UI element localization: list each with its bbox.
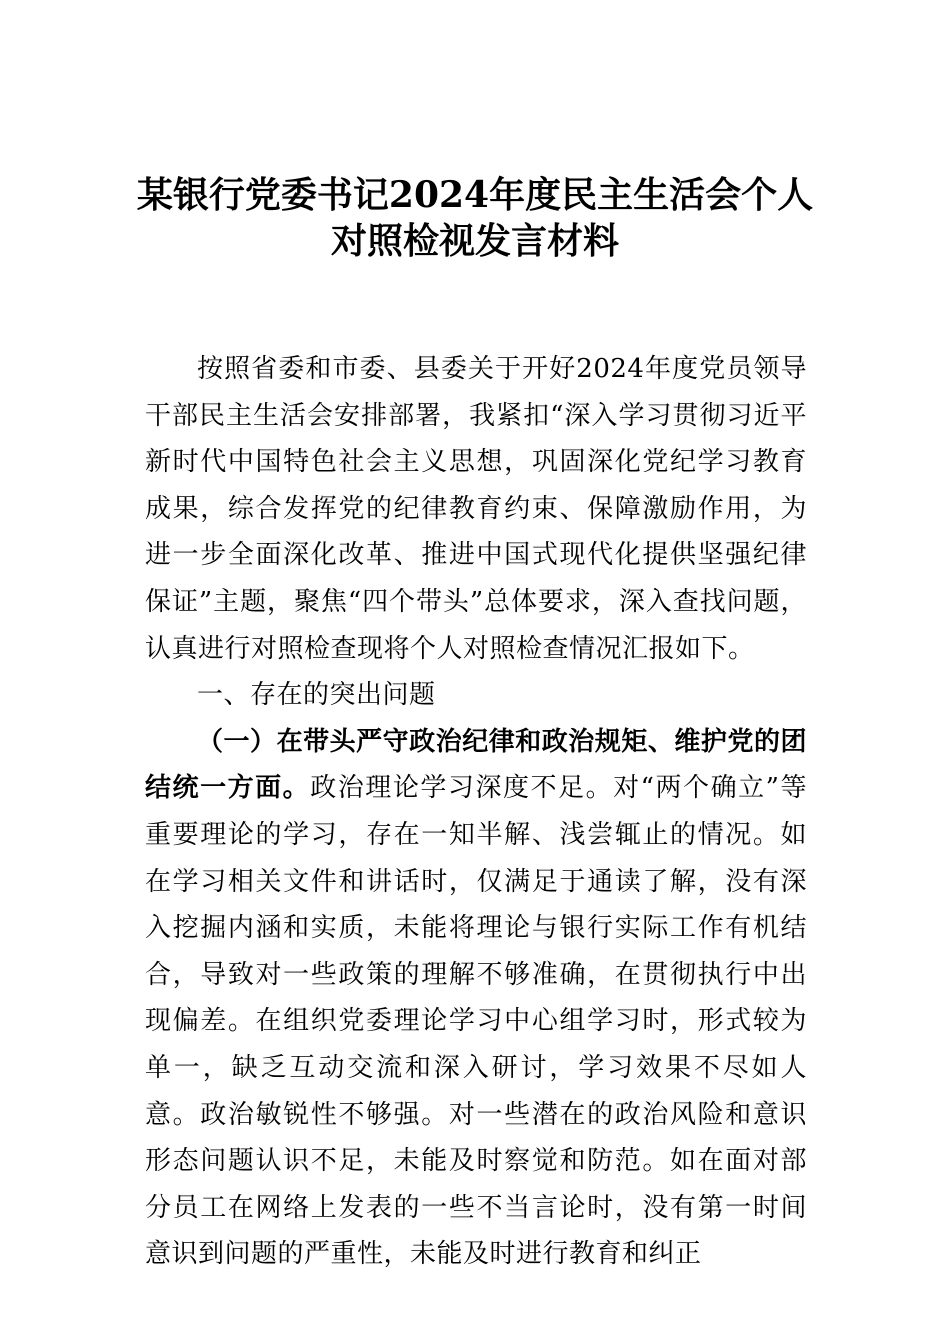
subsection-heading-1: （一）在带头严守政治纪律和政治规矩、维护党的团结统一方面。 [145,726,807,804]
section-heading-1: 一、存在的突出问题 [197,680,436,711]
subsection-paragraph-1 [145,719,807,1278]
document-title-line-2: 对照检视发言材料 [330,220,619,262]
intro-paragraph: 按照省委和市委、县委关于开好2024年度党员领导干部民主生活会安排部署，我紧扣“深入学习贯彻习近平新时代中国特色社会主义思想，巩固深化党纪学习教育成果，综合发挥党的纪律教育约束、保障激励作用，为进一步全面深化改革、推进中国式现代化提供坚强纪律保证”主题，聚焦“四个带头”总体要求，深入查找问题，认真进行对照检查现将个人对照检查情况汇报如下。 [145,354,807,664]
document-title-line-1: 某银行党委书记2024年度民主生活会个人 [136,174,814,216]
document-body [145,346,807,1278]
subsection-body-1: 政治理论学习深度不足。对“两个确立”等重要理论的学习，存在一知半解、浅尝辄止的情况。如在学习相关文件和讲话时，仅满足于通读了解，没有深入挖掘内涵和实质，未能将理论与银行实际工作有机结合，导致对一些政策的理解不够准确，在贯彻执行中出现偏差。在组织党委理论学习中心组学习时，形式较为单一，缺乏互动交流和深入研讨，学习效果不尽如人意。政治敏锐性不够强。对一些潜在的政治风险和意识形态问题认识不足，未能及时察觉和防范。如在面对部分员工在网络上发表的一些不当言论时，没有第一时间意识到问题的严重性，未能及时进行教育和纠正 [145,773,807,1270]
